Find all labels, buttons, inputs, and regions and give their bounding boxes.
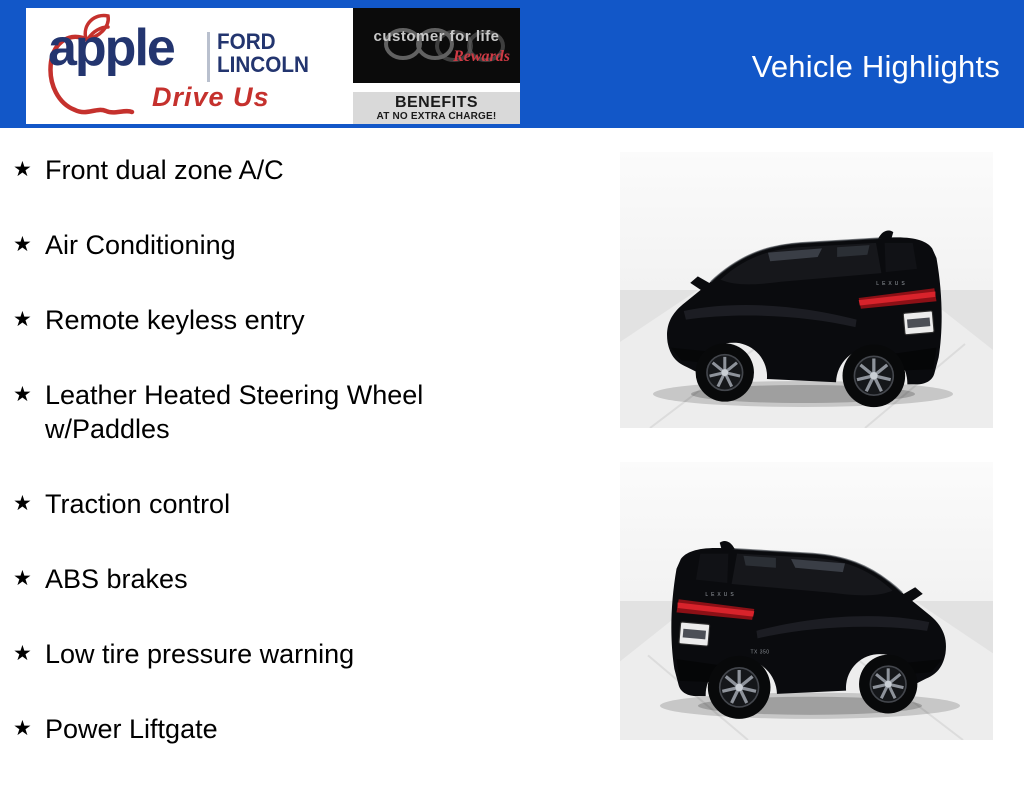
star-bullet-icon: ★	[13, 383, 32, 406]
rewards-script-text: Rewards	[453, 48, 510, 65]
header-bar	[0, 0, 1024, 128]
feature-text: ABS brakes	[45, 564, 188, 594]
dealer-tagline: Drive Us	[152, 82, 270, 112]
tailgate-badge-text: LEXUS	[876, 281, 908, 287]
feature-text: Power Liftgate	[45, 714, 218, 744]
star-bullet-icon: ★	[13, 233, 32, 256]
feature-item	[13, 303, 533, 337]
feature-item	[13, 712, 533, 746]
star-bullet-icon: ★	[13, 567, 32, 590]
vehicle-photo-rear-passenger-side	[620, 462, 993, 740]
brand-names	[217, 30, 309, 76]
tailgate-badge-text: LEXUS	[705, 591, 737, 598]
dealer-name: apple	[48, 19, 174, 77]
logo-divider	[207, 32, 210, 82]
model-badge-text: TX 350	[750, 649, 770, 656]
star-bullet-icon: ★	[13, 308, 32, 331]
feature-item	[13, 228, 533, 262]
feature-item	[13, 378, 533, 446]
feature-text: Low tire pressure warning	[45, 639, 355, 669]
benefits-badge	[353, 92, 520, 124]
feature-text: Air Conditioning	[45, 230, 236, 260]
feature-item	[13, 487, 533, 521]
feature-text: Traction control	[45, 489, 231, 519]
star-bullet-icon: ★	[13, 492, 32, 515]
feature-text: Front dual zone A/C	[45, 155, 284, 185]
benefits-line2: AT NO EXTRA CHARGE!	[376, 111, 497, 122]
star-bullet-icon: ★	[13, 717, 32, 740]
star-bullet-icon: ★	[13, 158, 32, 181]
feature-text: Leather Heated Steering Wheel w/Paddles	[45, 380, 424, 444]
feature-text: Remote keyless entry	[45, 305, 305, 335]
dealer-logo-block	[26, 8, 520, 124]
star-bullet-icon: ★	[13, 642, 32, 665]
customer-for-life-badge	[353, 8, 520, 83]
page-title: Vehicle Highlights	[751, 49, 1000, 84]
feature-item	[13, 562, 533, 596]
feature-list	[13, 153, 533, 787]
feature-item	[13, 637, 533, 671]
feature-item	[13, 153, 533, 187]
brand-ford: FORD	[217, 29, 276, 54]
vehicle-photo-rear-driver-side	[620, 152, 993, 428]
benefits-line1: BENEFITS	[394, 94, 479, 111]
infinity-icon	[353, 8, 520, 83]
brand-lincoln: LINCOLN	[217, 52, 309, 77]
customer-for-life-text: customer for life	[373, 28, 500, 45]
